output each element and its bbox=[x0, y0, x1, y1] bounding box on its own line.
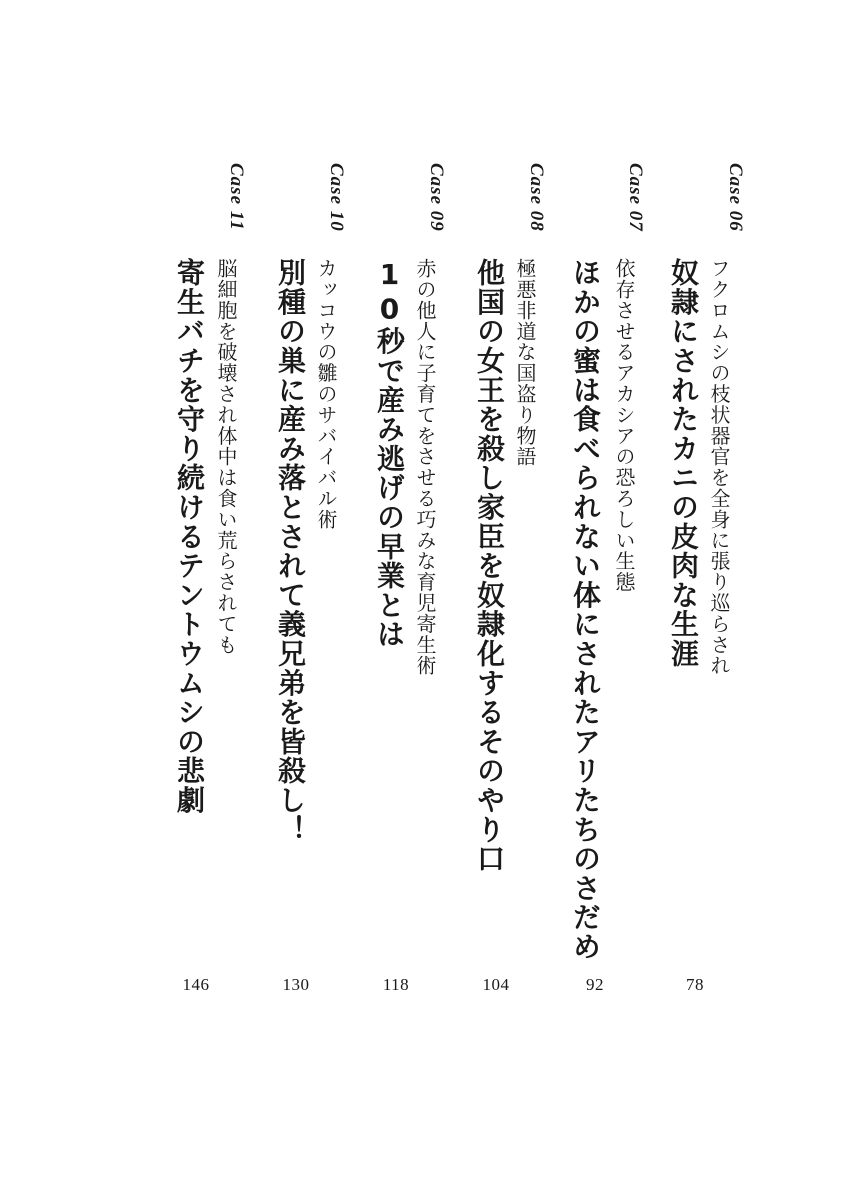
page-number: 118 bbox=[382, 975, 410, 994]
entry-subtitle: 赤の他人に子育てをさせる巧みな育児寄生術 bbox=[413, 258, 437, 676]
toc-entry-case-07[interactable] bbox=[545, 0, 645, 1198]
case-label: Case 09 bbox=[426, 163, 447, 232]
entry-subtitle: 極悪非道な国盗り物語 bbox=[513, 258, 537, 467]
entry-subtitle: 依存させるアカシアの恐ろしい生態 bbox=[612, 258, 636, 593]
entry-title: ほかの蜜は食べられない体にされたアリたちのさだめ bbox=[569, 258, 602, 962]
case-label: Case 11 bbox=[226, 163, 247, 231]
case-label: Case 07 bbox=[625, 163, 646, 232]
entry-title: 別種の巣に産み落とされて義兄弟を皆殺し！ bbox=[274, 258, 307, 844]
entry-title: 10秒で産み逃げの早業とは bbox=[373, 258, 406, 649]
toc-entry-case-10[interactable] bbox=[246, 0, 346, 1198]
page-number: 146 bbox=[182, 975, 210, 994]
page-number: 92 bbox=[586, 975, 604, 994]
case-label: Case 06 bbox=[725, 163, 746, 232]
page-number: 104 bbox=[482, 975, 510, 994]
toc-entry-case-09[interactable] bbox=[346, 0, 446, 1198]
case-label: Case 08 bbox=[526, 163, 547, 232]
entry-title: 寄生バチを守り続けるテントウムシの悲劇 bbox=[173, 258, 206, 815]
case-label: Case 10 bbox=[326, 163, 347, 232]
toc-entry-case-11[interactable] bbox=[146, 0, 246, 1198]
toc-entry-case-06[interactable] bbox=[645, 0, 745, 1198]
page-number: 78 bbox=[686, 975, 704, 994]
entry-title: 他国の女王を殺し家臣を奴隷化するそのやり口 bbox=[473, 258, 506, 874]
entry-subtitle: 脳細胞を破壊され体中は食い荒らされても bbox=[214, 258, 238, 656]
entry-title: 奴隷にされたカニの皮肉な生涯 bbox=[667, 258, 700, 669]
entry-subtitle: フクロムシの枝状器官を全身に張り巡らされ bbox=[707, 258, 731, 676]
page-number: 130 bbox=[282, 975, 310, 994]
entry-subtitle: カッコウの雛のサバイバル術 bbox=[314, 258, 338, 530]
toc-entry-case-08[interactable] bbox=[446, 0, 546, 1198]
